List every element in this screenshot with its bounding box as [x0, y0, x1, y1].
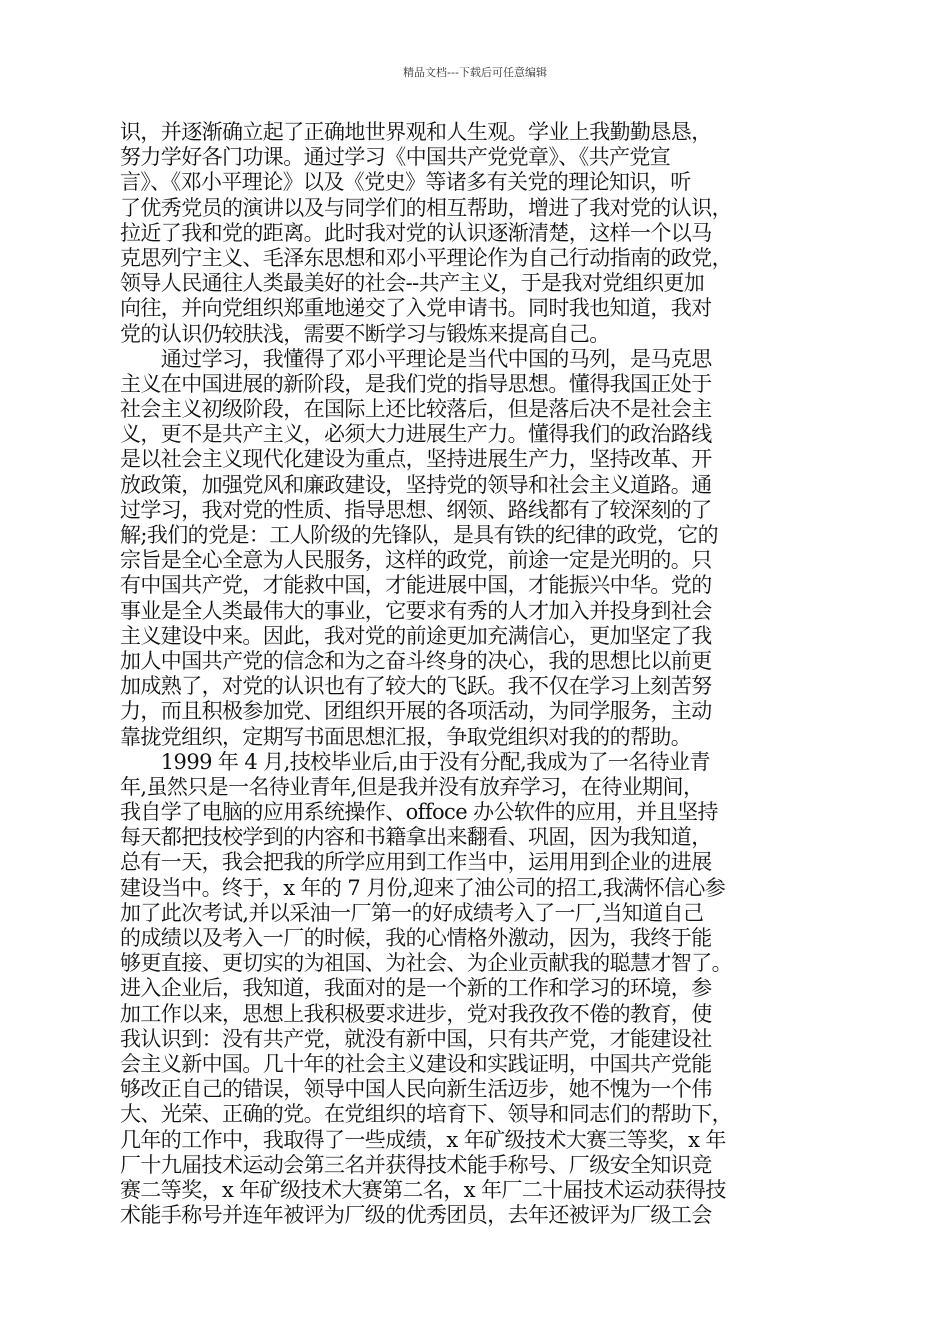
text-line: 了优秀党员的演讲以及与同学们的相互帮助，增进了我对党的认识，	[120, 195, 732, 220]
text-line: 有中国共产党，才能救中国，才能进展中国，才能振兴中华。党的	[120, 573, 712, 598]
text-line: 加人中国共产党的信念和为之奋斗终身的决心，我的思想比以前更	[120, 648, 712, 673]
text-line: 党的认识仍较肤浅，需要不断学习与锻炼来提高自己。	[120, 321, 610, 346]
text-line: 力，而且积极参加党、团组织开展的各项活动，为同学服务，主动	[120, 699, 712, 724]
text-line: 厂十九届技术运动会第三名并获得技术能手称号、厂级安全知识竞	[120, 1152, 712, 1177]
text-line: 宗旨是全心全意为人民服务，这样的政党，前途一定是光明的。只	[120, 548, 712, 573]
text-line: 大、光荣、正确的党。在党组织的培育下、领导和同志们的帮助下，	[120, 1102, 732, 1127]
text-line: 拉近了我和党的距离。此时我对党的认识逐渐清楚，这样一个以马	[120, 220, 712, 245]
text-line: 术能手称号并连年被评为厂级的优秀团员，去年还被评为厂级工会	[120, 1203, 712, 1228]
text-line: 的成绩以及考入一厂的时候，我的心情格外激动，因为，我终于能	[120, 926, 712, 950]
text-line: 赛二等奖，x 年矿级技术大赛第二名，x 年厂二十届技术运动获得技	[120, 1177, 726, 1202]
page-header: 精品文档---下载后可任意编辑	[403, 66, 547, 79]
text-line: 够改正自己的错误，领导中国人民向新生活迈步，她不愧为一个伟	[120, 1077, 712, 1102]
text-line: 建设当中。终于，x 年的 7 月份,迎来了油公司的招工,我满怀信心参	[120, 875, 726, 900]
text-line: 我认识到：没有共产党，就没有新中国，只有共产党，才能建设社	[120, 1026, 712, 1051]
text-line: 我自学了电脑的应用系统操作、offoce 办公软件的应用，并且坚持	[120, 800, 718, 825]
text-line: 加成熟了，对党的认识也有了较大的飞跃。我不仅在学习上刻苦努	[120, 674, 712, 699]
text-line: 1999 年 4 月,技校毕业后,由于没有分配,我成为了一名待业青	[120, 749, 710, 774]
document-body	[120, 120, 820, 1228]
text-line: 够更直接、更切实的为祖国、为社会、为企业贡献我的聪慧才智了。	[120, 951, 732, 976]
text-line: 加了此次考试,并以采油一厂第一的好成绩考入了一厂,当知道自己	[120, 900, 704, 925]
text-line: 努力学好各门功课。通过学习《中国共产党党章》、《共产党宣	[120, 145, 671, 170]
text-line: 事业是全人类最伟大的事业，它要求有秀的人才加入并投身到社会	[120, 598, 712, 623]
text-line: 向往，并向党组织郑重地递交了入党申请书。同时我也知道，我对	[120, 296, 712, 321]
text-line: 解;我们的党是：工人阶级的先锋队，是具有铁的纪律的政党，它的	[120, 523, 719, 547]
text-line: 加工作以来，思想上我积极要求进步，党对我孜孜不倦的教育，使	[120, 1001, 712, 1026]
text-line: 克思列宁主义、毛泽东思想和邓小平理论作为自己行动指南的政党，	[120, 245, 732, 270]
text-line: 义，更不是共产主义，必须大力进展生产力。懂得我们的政治路线	[120, 422, 712, 447]
text-line: 社会主义初级阶段，在国际上还比较落后，但是落后决不是社会主	[120, 397, 712, 422]
text-line: 几年的工作中，我取得了一些成绩，x 年矿级技术大赛三等奖，x 年	[120, 1127, 726, 1152]
text-line: 通过学习，我懂得了邓小平理论是当代中国的马列，是马克思	[120, 346, 712, 371]
text-line: 放政策，加强党风和廉政建设，坚持党的领导和社会主义道路。通	[120, 472, 712, 497]
text-line: 言》、《邓小平理论》以及《党史》等诸多有关党的理论知识，听	[120, 170, 691, 195]
text-line: 主义在中国进展的新阶段，是我们党的指导思想。懂得我国正处于	[120, 371, 712, 396]
text-line: 领导人民通往人类最美好的社会--共产主义，于是我对党组织更加	[120, 271, 705, 296]
text-line: 靠拢党组织，定期写书面思想汇报，争取党组织对我的的帮助。	[120, 724, 692, 749]
text-line: 过学习，我对党的性质、指导思想、纲领、路线都有了较深刻的了	[120, 497, 712, 522]
text-line: 主义建设中来。因此，我对党的前途更加充满信心，更加坚定了我	[120, 623, 712, 648]
text-line: 进入企业后，我知道，我面对的是一个新的工作和学习的环境，参	[120, 976, 712, 1001]
text-line: 每天都把技校学到的内容和书籍拿出来翻看、巩固，因为我知道，	[120, 825, 712, 850]
text-line: 是以社会主义现代化建设为重点，坚持进展生产力，坚持改革、开	[120, 447, 712, 472]
text-line: 会主义新中国。几十年的社会主义建设和实践证明，中国共产党能	[120, 1051, 712, 1076]
text-line: 总有一天，我会把我的所学应用到工作当中，运用用到企业的进展	[120, 850, 712, 875]
text-line: 年,虽然只是一名待业青年,但是我并没有放弃学习，在待业期间，	[120, 774, 704, 799]
text-line: 识，并逐渐确立起了正确地世界观和人生观。学业上我勤勤恳恳，	[120, 120, 712, 144]
